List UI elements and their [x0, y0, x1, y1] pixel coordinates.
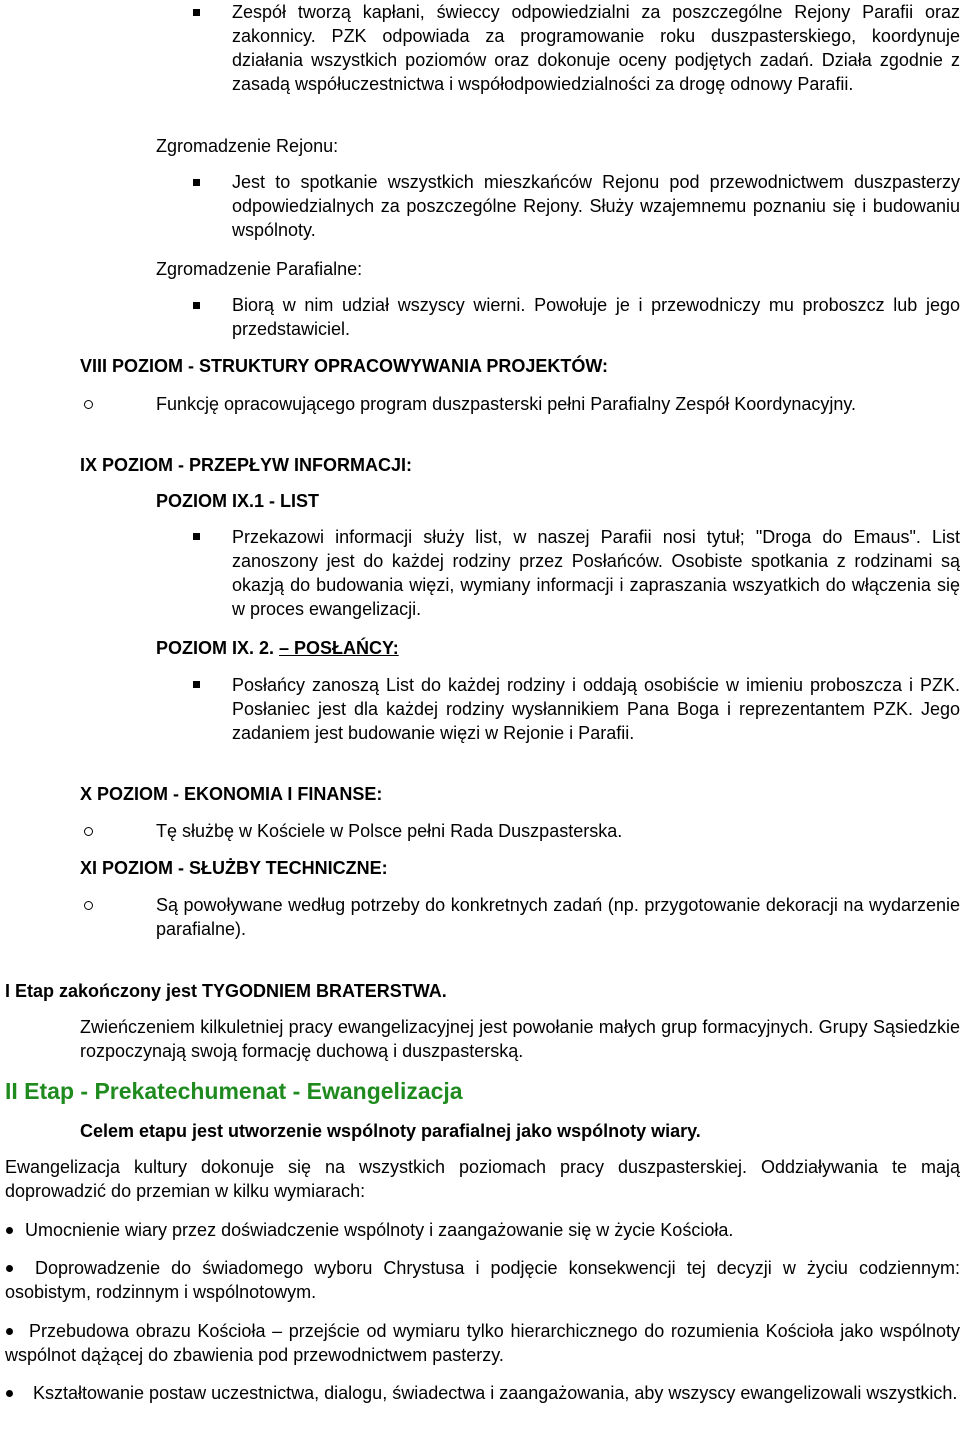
heading-etap-2: II Etap - Prekatechumenat - Ewangelizacja	[5, 1078, 463, 1104]
paragraph-ewangelizacja: Ewangelizacja kultury dokonuje się na wszystkich poziomach pracy duszpasterskiej. Oddziaływania te mają doprowadzić do przemian w kilku wymiarach:	[5, 1157, 960, 1201]
heading-poziom-viii: VIII POZIOM - STRUKTURY OPRACOWYWANIA PROJEKTÓW:	[80, 356, 609, 376]
paragraph-xi: Są powoływane według potrzeby do konkretnych zadań (np. przygotowanie dekoracji na wydarzenie parafialne).	[156, 895, 960, 939]
list-item: Kształtowanie postaw uczestnictwa, dialogu, świadectwa i zaangażowania, aby wszyscy ewangelizowali wszystkich.	[33, 1383, 958, 1403]
circle-bullet-icon	[84, 827, 93, 836]
heading-poziom-ix2-underlined: – POSŁAŃCY:	[279, 638, 399, 658]
heading-celem-etapu: Celem etapu jest utworzenie wspólnoty parafialnej jako wspólnoty wiary.	[80, 1121, 701, 1141]
paragraph-x: Tę służbę w Kościele w Polsce pełni Rada Duszpasterska.	[156, 821, 623, 841]
paragraph-viii: Funkcję opracowującego program duszpasterski pełni Parafialny Zespół Koordynacyjny.	[156, 394, 857, 414]
paragraph-ix2: Posłańcy zanoszą List do każdej rodziny i oddają osobiście w imieniu proboszcza i PZK. Posłaniec jest dla każdej rodziny wysłannikiem Pana Boga i reprezentantem PZK. Jego zadaniem jest budowanie więzi w Rejonie i Parafii.	[232, 675, 960, 743]
list-item: Umocnienie wiary przez doświadczenie wspólnoty i zaangażowanie się w życie Kościoła.	[25, 1220, 734, 1240]
paragraph-zespol: Zespół tworzą kapłani, świeccy odpowiedzialni za poszczególne Rejony Parafii oraz zakonnicy. PZK odpowiada za programowanie roku duszpasterskiego, koordynuje działania wszystkich poziomów oraz dokonuje oceny podjętych zadań. Działa zgodnie z zasadą współuczestnictwa i współodpowiedzialności za drogę odnowy Parafii.	[232, 2, 960, 94]
paragraph-parafialne: Biorą w nim udział wszyscy wierni. Powołuje je i przewodniczy mu proboszcz lub jego przedstawiciel.	[232, 295, 960, 339]
heading-etap-1: I Etap zakończony jest TYGODNIEM BRATERSTWA.	[5, 981, 447, 1001]
square-bullet-icon	[193, 681, 200, 688]
paragraph-rejon: Jest to spotkanie wszystkich mieszkańców Rejonu pod przewodnictwem duszpasterzy odpowiedzialnych za poszczególne Rejony. Służy wzajemnemu poznaniu się i budowaniu wspólnoty.	[232, 172, 960, 240]
circle-bullet-icon	[84, 400, 93, 409]
heading-poziom-ix2-prefix: POZIOM IX. 2.	[156, 638, 280, 658]
heading-poziom-xi: XI POZIOM - SŁUŻBY TECHNICZNE:	[80, 858, 388, 878]
circle-bullet-icon	[84, 901, 93, 910]
heading-poziom-x: X POZIOM - EKONOMIA I FINANSE:	[80, 784, 383, 804]
square-bullet-icon	[193, 533, 200, 540]
heading-poziom-ix1: POZIOM IX.1 - LIST	[156, 491, 320, 511]
square-bullet-icon	[193, 302, 200, 309]
heading-zgromadzenie-parafialne: Zgromadzenie Parafialne:	[156, 259, 363, 279]
square-bullet-icon	[193, 9, 200, 16]
paragraph-etap-1: Zwieńczeniem kilkuletniej pracy ewangelizacyjnej jest powołanie małych grup formacyjnych. Grupy Sąsiedzkie rozpoczynają swoją formację duchową i duszpasterską.	[80, 1017, 960, 1061]
list-item: Doprowadzenie do świadomego wyboru Chrystusa i podjęcie konsekwencji tej decyzji w życiu codziennym: osobistym, rodzinnym i wspólnotowym.	[5, 1258, 960, 1302]
paragraph-ix1: Przekazowi informacji służy list, w naszej Parafii nosi tytuł; "Droga do Emaus". List zanoszony jest do każdej rodziny przez Posłańców. Osobiste spotkania z rodzinami są okazją do budowania więzi, wymiany informacji i zapraszania wszyatkich do włączenia się w proces ewangelizacji.	[232, 527, 960, 619]
list-item: Przebudowa obrazu Kościoła – przejście od wymiaru tylko hierarchicznego do rozumienia Kościoła jako wspólnoty wspólnot dążącej do zbawienia pod przewodnictwem pasterzy.	[5, 1321, 960, 1365]
heading-poziom-ix2	[156, 636, 399, 660]
heading-poziom-ix: IX POZIOM - PRZEPŁYW INFORMACJI:	[80, 455, 412, 475]
square-bullet-icon	[193, 179, 200, 186]
heading-zgromadzenie-rejonu: Zgromadzenie Rejonu:	[156, 136, 339, 156]
